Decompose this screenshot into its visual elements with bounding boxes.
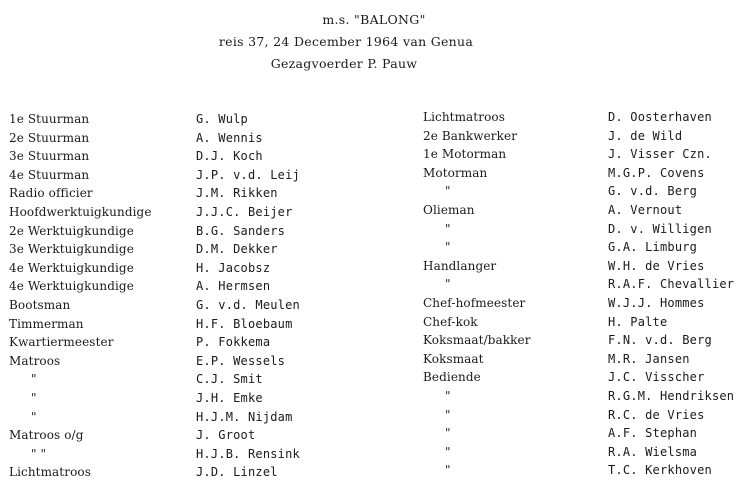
crew-rank: Koksmaat — [423, 351, 484, 366]
crew-name: J.P. v.d. Leij — [196, 167, 300, 182]
crew-rank: " — [445, 407, 451, 422]
crew-rank: Lichtmatroos — [9, 465, 91, 480]
crew-name: M.R. Jansen — [608, 351, 690, 366]
crew-name: M.G.P. Covens — [608, 165, 705, 180]
crew-rank: Hoofdwerktuigkundige — [9, 204, 152, 219]
crew-rank: " — [445, 426, 451, 441]
crew-name: F.N. v.d. Berg — [608, 333, 712, 348]
crew-name: J.H. Emke — [196, 390, 263, 405]
crew-rank: " — [445, 184, 451, 199]
crew-name: R.C. de Vries — [608, 407, 705, 422]
left-ranks-column — [9, 110, 152, 482]
crew-name: J.D. Linzel — [196, 465, 278, 480]
voyage-line: reis 37, 24 December 1964 van Genua — [218, 34, 474, 49]
crew-rank: Olieman — [423, 202, 475, 217]
crew-name: D. v. Willigen — [608, 221, 712, 236]
crew-rank: Handlanger — [423, 258, 497, 273]
crew-name: C.J. Smit — [196, 372, 263, 387]
crew-name: T.C. Kerkhoven — [608, 463, 712, 478]
crew-name: E.P. Wessels — [196, 353, 286, 368]
crew-name: D.M. Dekker — [196, 242, 278, 257]
crew-name: B.G. Sanders — [196, 223, 286, 238]
crew-rank: Bediende — [423, 370, 481, 385]
crew-rank: 2e Werktuigkundige — [9, 223, 134, 238]
crew-name: J.M. Rikken — [196, 186, 278, 201]
crew-rank: Matroos o/g — [9, 428, 84, 443]
crew-rank: Kwartiermeester — [9, 335, 114, 350]
crew-rank: " — [31, 372, 37, 387]
crew-rank: 1e Motorman — [423, 147, 507, 162]
crew-name: G. Wulp — [196, 112, 248, 126]
crew-name: A. Wennis — [196, 130, 263, 145]
crew-name: J. de Wild — [608, 128, 683, 143]
crew-rank: 4e Werktuigkundige — [9, 260, 134, 275]
crew-name: R.G.M. Hendriksen — [608, 388, 735, 403]
crew-rank: 3e Werktuigkundige — [9, 242, 134, 257]
crew-name: H. Palte — [608, 314, 668, 329]
crew-rank: " — [31, 390, 37, 405]
crew-name: J.J.C. Beijer — [196, 204, 293, 219]
crew-name: A.F. Stephan — [608, 426, 698, 441]
crew-name: W.J.J. Hommes — [608, 295, 705, 310]
crew-name: J. Groot — [196, 428, 256, 443]
crew-name: G.A. Limburg — [608, 240, 698, 255]
crew-rank: 1e Stuurman — [9, 112, 90, 126]
crew-name: D. Oosterhaven — [608, 110, 712, 124]
right-names-column — [608, 108, 734, 480]
left-names-column — [196, 110, 300, 482]
right-ranks-column — [423, 108, 531, 480]
crew-rank: " — [31, 409, 37, 424]
ship-name: m.s. "BALONG" — [322, 12, 426, 27]
crew-rank: 2e Bankwerker — [423, 128, 518, 143]
crew-rank: Chef-hofmeester — [423, 295, 526, 310]
crew-rank: Chef-kok — [423, 314, 478, 329]
crew-name: H. Jacobsz — [196, 260, 271, 275]
crew-name: W.H. de Vries — [608, 258, 705, 273]
crew-rank: 4e Stuurman — [9, 167, 90, 182]
crew-rank: " — [445, 277, 451, 292]
crew-name: P. Fokkema — [196, 335, 271, 350]
crew-name: H.J.M. Nijdam — [196, 409, 293, 424]
crew-rank: " — [445, 388, 451, 403]
crew-rank: 4e Werktuigkundige — [9, 279, 134, 294]
crew-rank: 2e Stuurman — [9, 130, 90, 145]
crew-name: G. v.d. Berg — [608, 184, 698, 199]
captain-line: Gezagvoerder P. Pauw — [270, 56, 418, 71]
crew-rank: 3e Stuurman — [9, 149, 90, 164]
crew-rank: Koksmaat/bakker — [423, 333, 531, 348]
crew-name: A. Vernout — [608, 202, 683, 217]
crew-name: J.C. Visscher — [608, 370, 705, 385]
crew-name: A. Hermsen — [196, 279, 271, 294]
crew-name: J. Visser Czn. — [608, 147, 712, 162]
crew-rank: Bootsman — [9, 297, 71, 312]
crew-rank: Radio officier — [9, 186, 93, 201]
crew-rank: Lichtmatroos — [423, 110, 505, 124]
crew-rank: " " — [31, 446, 47, 461]
crew-rank: " — [445, 444, 451, 459]
crew-rank: Timmerman — [9, 316, 84, 331]
crew-rank: Motorman — [423, 165, 488, 180]
crew-name: H.J.B. Rensink — [196, 446, 300, 461]
crew-rank: " — [445, 463, 451, 478]
crew-rank: " — [445, 221, 451, 236]
crew-rank: Matroos — [9, 353, 61, 368]
crew-name: H.F. Bloebaum — [196, 316, 293, 331]
crew-name: R.A.F. Chevallier — [608, 277, 735, 292]
crew-name: D.J. Koch — [196, 149, 263, 164]
crew-name: G. v.d. Meulen — [196, 297, 300, 312]
crew-rank: " — [445, 240, 451, 255]
crew-name: R.A. Wielsma — [608, 444, 698, 459]
